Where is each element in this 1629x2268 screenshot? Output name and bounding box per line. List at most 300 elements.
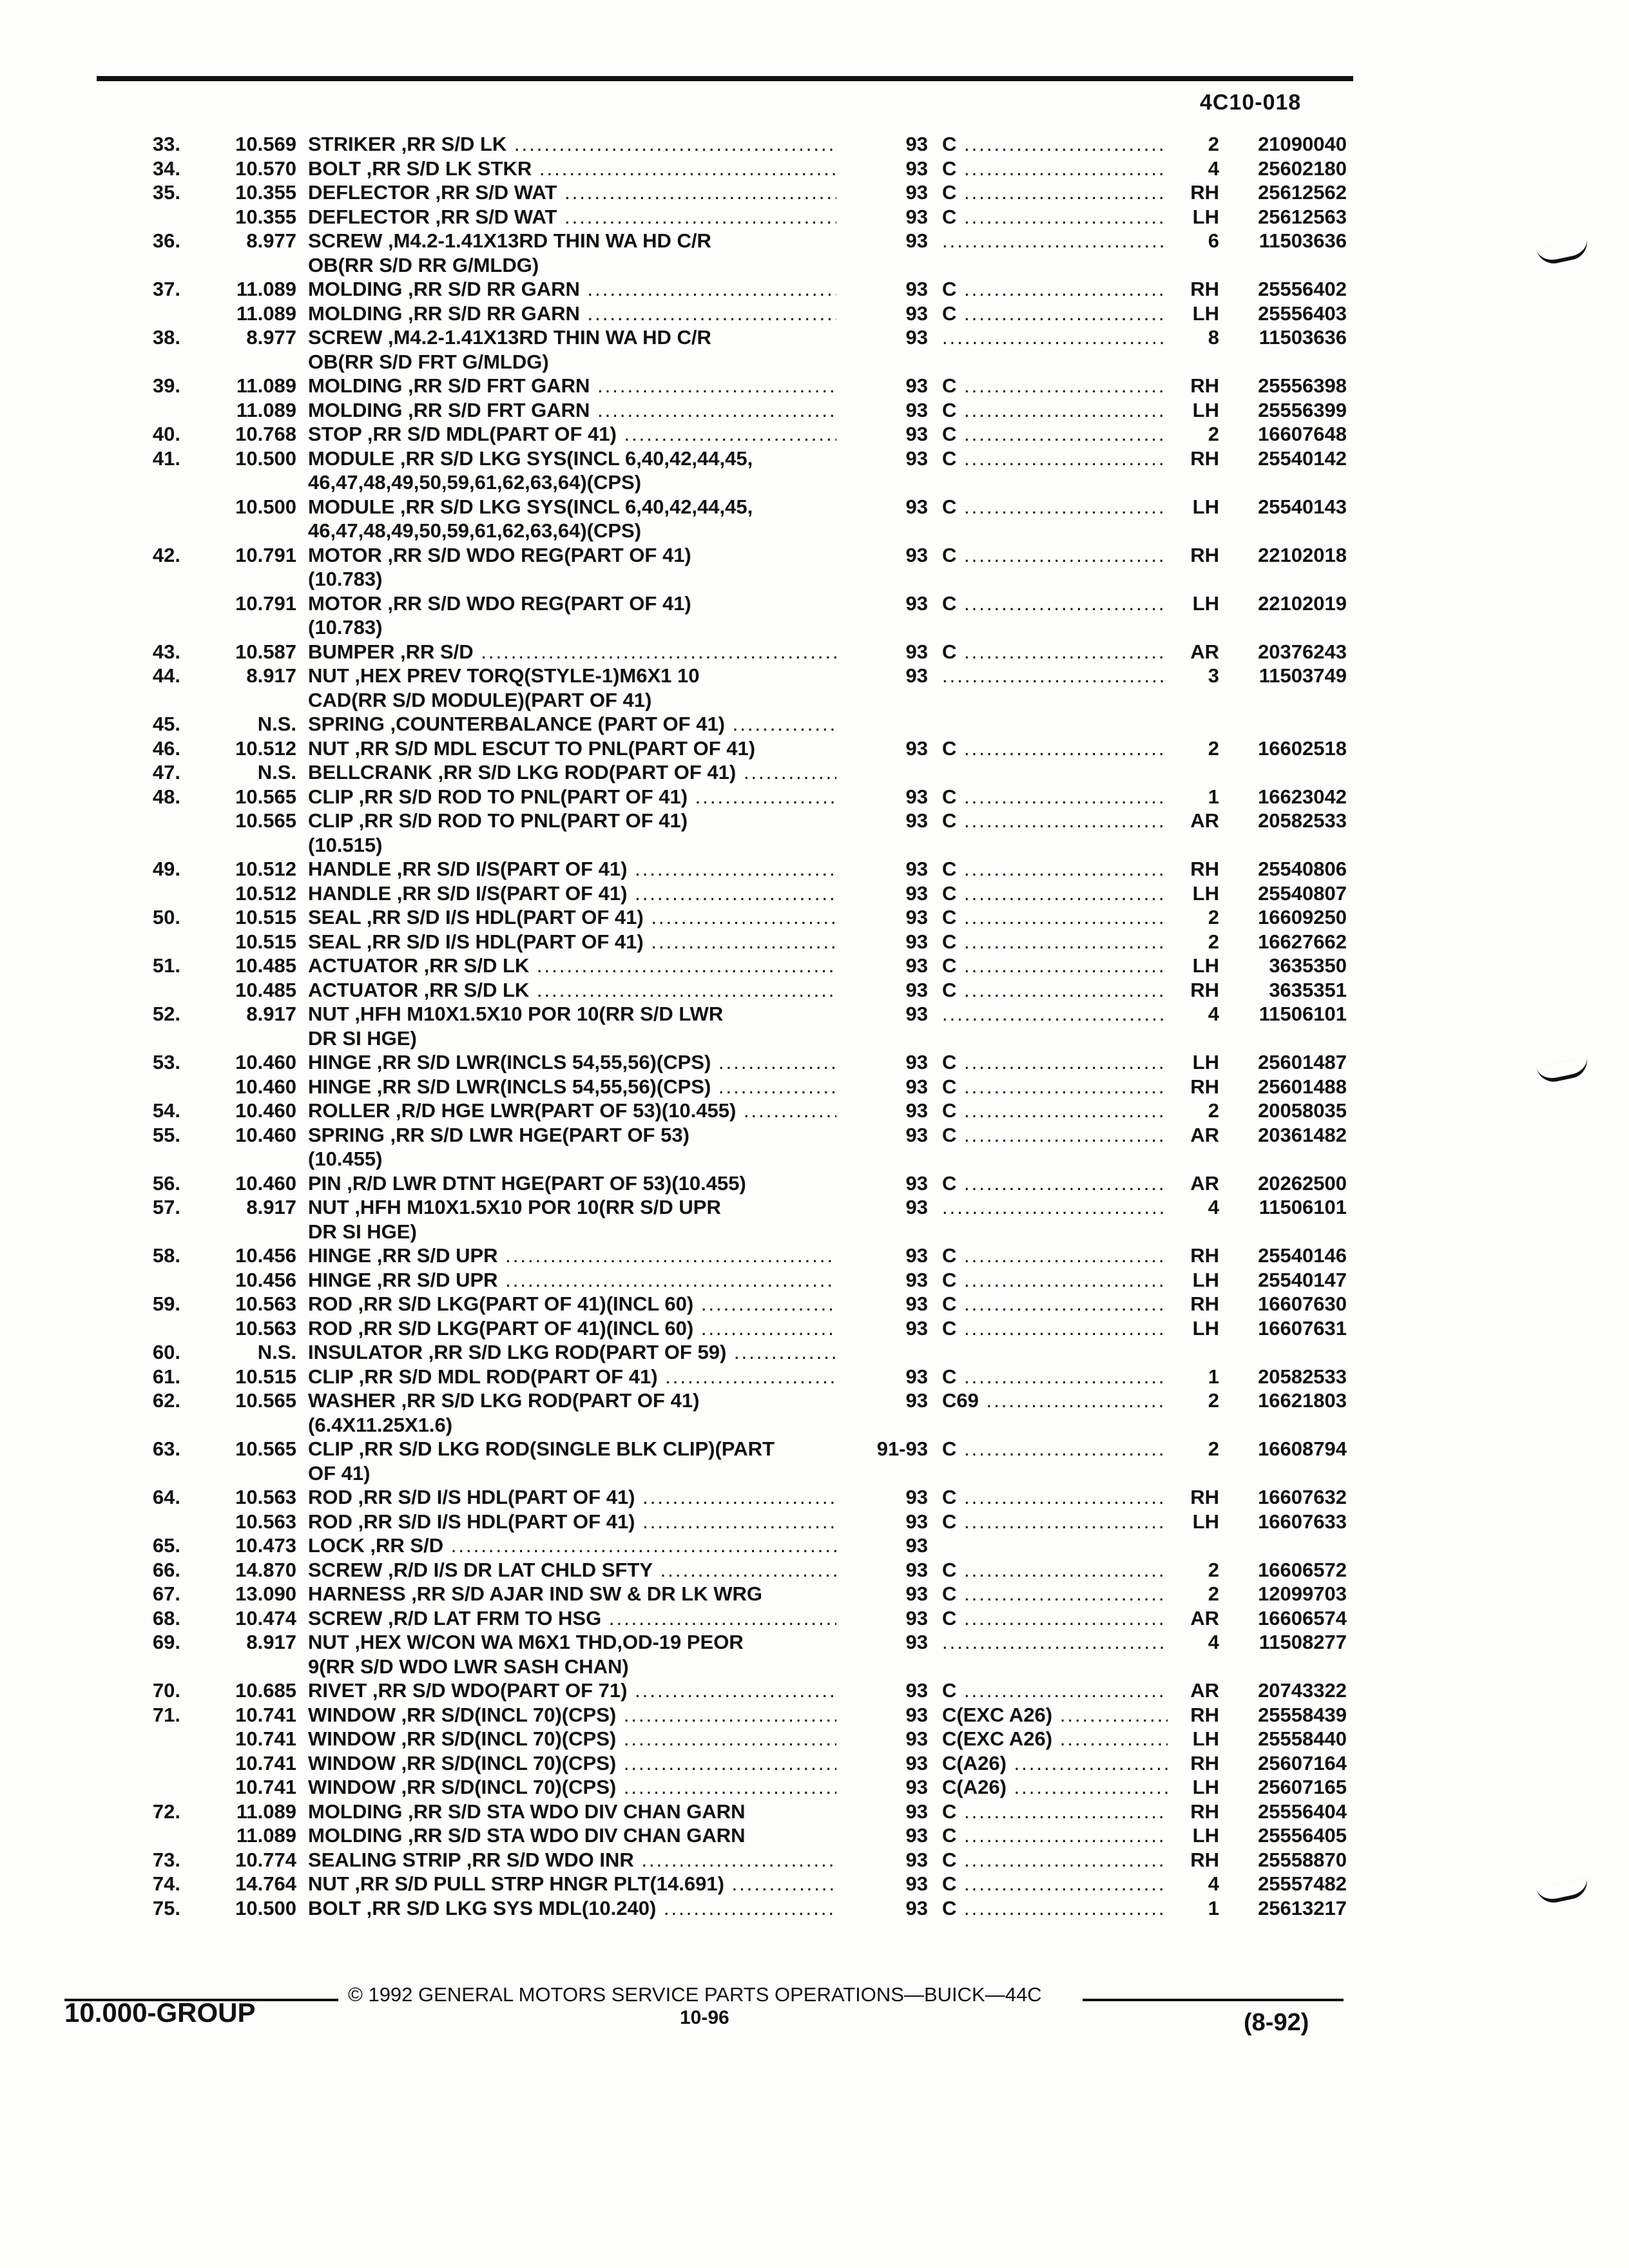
series-code: C ..... [942,1316,1168,1341]
ref-number: 34. [152,157,180,180]
description: SEAL ,RR S/D I/S HDL(PART OF 41) ..... [308,905,836,930]
description: WINDOW ,RR S/D(INCL 70)(CPS) ..... [308,1751,836,1776]
description: MOLDING ,RR S/D FRT GARN ..... [308,398,836,423]
part-number: 12099703 [1258,1582,1347,1605]
group-number: 10.460 [235,1051,296,1073]
table-row [0,253,1629,278]
part-number: 25540807 [1258,881,1347,905]
ref-number: 75. [152,1896,180,1919]
series-code [942,1195,1168,1220]
group-number: 10.565 [235,785,296,808]
group-number: 10.741 [235,1776,296,1798]
description: RIVET ,RR S/D WDO(PART OF 71) ..... [308,1678,836,1703]
table-row [0,1123,1629,1148]
footer-copyright: © 1992 GENERAL MOTORS SERVICE PARTS OPERATIONS—BUICK—44C [348,1983,1042,2006]
quantity: RH [1190,1244,1219,1267]
part-number: 11508277 [1258,1631,1347,1653]
group-number: 10.563 [235,1316,296,1340]
ref-number: 44. [152,664,180,687]
part-number: 11503636 [1258,229,1347,252]
part-number: 25612562 [1258,181,1347,204]
ref-number: 53. [152,1051,180,1073]
model-year: 93 [905,930,928,953]
ref-number: 40. [152,423,180,445]
model-year: 91-93 [876,1437,928,1460]
table-row [0,1606,1629,1631]
quantity: AR [1190,1606,1219,1629]
table-row [0,809,1629,833]
part-number: 25558870 [1258,1848,1347,1871]
part-number: 11506101 [1258,1003,1347,1025]
quantity: RH [1190,1703,1219,1726]
model-year: 93 [905,1244,928,1267]
model-year: 93 [905,785,928,808]
part-number: 16607648 [1258,423,1347,445]
ref-number: 62. [152,1389,180,1412]
series-code: C(EXC A26) ..... [942,1703,1168,1727]
description: BOLT ,RR S/D LK STKR ..... [308,157,836,181]
model-year: 93 [905,906,928,928]
table-row [0,543,1629,568]
quantity: AR [1190,1679,1219,1702]
table-row [0,422,1629,447]
part-number: 25557482 [1258,1872,1347,1895]
quantity: 2 [1208,1099,1219,1122]
series-code: C ..... [942,809,1168,833]
table-row [0,1727,1629,1751]
series-code: C ..... [942,736,1168,761]
quantity: 2 [1208,1582,1219,1605]
description: SCREW ,R/D I/S DR LAT CHLD SFTY ..... [308,1558,836,1582]
series-code: C(EXC A26) ..... [942,1727,1168,1751]
description: STRIKER ,RR S/D LK ..... [308,132,836,157]
model-year: 93 [905,640,928,663]
quantity: RH [1190,1751,1219,1774]
part-number: 11503749 [1258,664,1347,687]
model-year: 93 [905,1099,928,1122]
part-number: 16623042 [1258,785,1347,808]
group-number: 8.917 [246,1196,296,1218]
quantity: AR [1190,1171,1219,1195]
quantity: LH [1192,398,1219,421]
table-row [0,954,1629,978]
model-year: 93 [905,1631,928,1653]
description: BOLT ,RR S/D LKG SYS MDL(10.240) ..... [308,1896,836,1921]
model-year: 93 [905,181,928,204]
group-number: 10.474 [235,1606,296,1629]
model-year: 93 [905,1510,928,1533]
model-year: 93 [905,664,928,687]
table-row [0,180,1629,205]
quantity: 2 [1208,133,1219,155]
ref-number: 54. [152,1099,180,1122]
model-year: 93 [905,495,928,518]
table-row [0,398,1629,423]
series-code: C ..... [942,857,1168,881]
ref-number: 36. [152,229,180,252]
part-number: 20582533 [1258,1365,1347,1388]
model-year: 93 [905,1703,928,1726]
quantity: LH [1192,1051,1219,1073]
part-number: 25540142 [1258,447,1347,470]
quantity: RH [1190,374,1219,397]
part-number: 20058035 [1258,1099,1347,1122]
table-row [0,1823,1629,1848]
quantity: 4 [1208,1196,1219,1218]
ref-number: 59. [152,1293,180,1315]
description: SCREW ,M4.2-1.41X13RD THIN WA HD C/R [308,229,711,252]
description: SPRING ,RR S/D LWR HGE(PART OF 53) [308,1123,689,1146]
series-code: C ..... [942,1292,1168,1316]
description: MOTOR ,RR S/D WDO REG(PART OF 41) [308,591,691,615]
description: MOLDING ,RR S/D RR GARN ..... [308,302,836,326]
quantity: LH [1192,954,1219,977]
ref-number: 50. [152,906,180,928]
table-row [0,325,1629,350]
description: DEFLECTOR ,RR S/D WAT ..... [308,180,836,205]
part-number: 20582533 [1258,809,1347,832]
model-year: 93 [905,374,928,397]
series-code: C ..... [942,180,1168,205]
quantity: RH [1190,1486,1219,1508]
table-row [0,1050,1629,1075]
series-code: C ..... [942,1896,1168,1921]
ref-number: 33. [152,133,180,155]
ref-number: 58. [152,1244,180,1267]
table-row [0,978,1629,1003]
ref-number: 46. [152,736,180,760]
part-number: 25556402 [1258,278,1347,300]
series-code [942,664,1168,688]
table-row [0,1655,1629,1679]
quantity: RH [1190,278,1219,300]
model-year: 93 [905,543,928,566]
description: HINGE ,RR S/D UPR ..... [308,1244,836,1268]
model-year: 93 [905,1800,928,1823]
table-row [0,205,1629,229]
series-code: C ..... [942,1558,1168,1582]
description: BUMPER ,RR S/D ..... [308,640,836,664]
group-number: 10.500 [235,495,296,518]
description: NUT ,RR S/D MDL ESCUT TO PNL(PART OF 41) [308,736,756,760]
ref-number: 37. [152,278,180,300]
table-row [0,760,1629,785]
part-number: 25601488 [1258,1075,1347,1098]
quantity: LH [1192,1316,1219,1340]
part-number: 16627662 [1258,930,1347,953]
ref-number: 38. [152,326,180,349]
description: DR SI HGE) [308,1026,417,1050]
part-number: 3635351 [1269,978,1347,1001]
group-number: 10.485 [235,954,296,977]
description: HINGE ,RR S/D UPR ..... [308,1268,836,1293]
description: (6.4X11.25X1.6) [308,1413,453,1436]
group-number: 10.515 [235,906,296,928]
quantity: 2 [1208,906,1219,928]
model-year: 93 [905,1051,928,1073]
group-number: 10.460 [235,1123,296,1146]
series-code: C ..... [942,447,1168,471]
parts-list [0,132,1629,1920]
description: (10.455) [308,1148,383,1170]
group-number: 11.089 [236,302,296,325]
group-number: 10.355 [235,181,296,204]
group-number: 10.685 [235,1679,296,1702]
quantity: RH [1190,1075,1219,1098]
series-code [942,325,1168,350]
part-number: 16606574 [1258,1606,1347,1629]
model-year: 93 [905,302,928,325]
group-number: 10.473 [235,1534,296,1557]
table-row [0,350,1629,374]
series-code: C ..... [942,954,1168,978]
model-year: 93 [905,881,928,905]
group-number: 10.741 [235,1751,296,1774]
quantity: 3 [1208,664,1219,687]
series-code: C ..... [942,930,1168,954]
quantity: 4 [1208,1003,1219,1025]
description: (10.783) [308,616,383,639]
model-year: 93 [905,326,928,349]
table-row [0,447,1629,471]
table-row [0,1582,1629,1606]
top-rule [97,76,1353,81]
ref-number: 73. [152,1848,180,1871]
quantity: LH [1192,881,1219,905]
ref-number: 61. [152,1365,180,1388]
model-year: 93 [905,1268,928,1291]
table-row [0,1775,1629,1800]
ref-number: 35. [152,181,180,204]
table-row [0,640,1629,664]
group-number: 11.089 [236,1824,296,1847]
group-number: 14.870 [235,1558,296,1581]
footer-group: 10.000-GROUP [64,1997,256,2028]
table-row [0,519,1629,543]
description: CLIP ,RR S/D ROD TO PNL(PART OF 41) [308,809,688,832]
series-code: C ..... [942,1365,1168,1389]
table-row [0,157,1629,181]
part-number: 3635350 [1269,954,1347,977]
part-number: 25540806 [1258,858,1347,880]
group-number: 13.090 [235,1582,296,1605]
series-code: C ..... [942,398,1168,423]
series-code: C ..... [942,1872,1168,1896]
table-row [0,785,1629,809]
quantity: 2 [1208,1437,1219,1460]
table-row [0,1268,1629,1293]
group-number: 10.774 [235,1848,296,1871]
model-year: 93 [905,736,928,760]
model-year: 93 [905,133,928,155]
description: MOLDING ,RR S/D STA WDO DIV CHAN GARN [308,1800,746,1823]
series-code: C(A26) ..... [942,1751,1168,1776]
quantity: RH [1190,1800,1219,1823]
ref-number: 67. [152,1582,180,1605]
ref-number: 69. [152,1631,180,1653]
model-year: 93 [905,1196,928,1218]
group-number: 10.741 [235,1703,296,1726]
group-number: 8.977 [246,326,296,349]
description: 9(RR S/D WDO LWR SASH CHAN) [308,1655,629,1678]
ref-number: 70. [152,1679,180,1702]
table-row [0,930,1629,954]
description: ROD ,RR S/D I/S HDL(PART OF 41) ..... [308,1485,836,1510]
model-year: 93 [905,1486,928,1508]
ref-number: 68. [152,1606,180,1629]
quantity: 8 [1208,326,1219,349]
quantity: LH [1192,1776,1219,1798]
model-year: 93 [905,1606,928,1629]
group-number: 10.587 [235,640,296,663]
quantity: 2 [1208,736,1219,760]
group-number: 11.089 [236,374,296,397]
description: BELLCRANK ,RR S/D LKG ROD(PART OF 41) ..... [308,760,836,785]
group-number: 10.563 [235,1293,296,1315]
table-row [0,688,1629,713]
group-number: N.S. [257,761,296,783]
part-number: 25540143 [1258,495,1347,518]
quantity: LH [1192,1824,1219,1847]
description: WINDOW ,RR S/D(INCL 70)(CPS) ..... [308,1727,836,1751]
table-row [0,881,1629,906]
table-row [0,1678,1629,1703]
series-code: C ..... [942,205,1168,229]
table-row [0,229,1629,253]
description: 46,47,48,49,50,59,61,62,63,64)(CPS) [308,519,642,542]
group-number: 10.512 [235,858,296,880]
group-number: 10.456 [235,1244,296,1267]
ref-number: 41. [152,447,180,470]
group-number: 11.089 [236,1800,296,1823]
group-number: 10.460 [235,1171,296,1195]
table-row [0,495,1629,519]
part-number: 25540146 [1258,1244,1347,1267]
part-number: 25607164 [1258,1751,1347,1774]
quantity: AR [1190,1123,1219,1146]
part-number: 25556398 [1258,374,1347,397]
series-code: C ..... [942,1606,1168,1631]
table-row [0,1630,1629,1655]
group-number: 10.570 [235,157,296,180]
quantity: 1 [1208,785,1219,808]
ref-number: 65. [152,1534,180,1557]
table-row [0,132,1629,157]
table-row [0,1195,1629,1220]
table-row [0,1316,1629,1341]
footer-rule-right [1083,1999,1344,2001]
table-row [0,1437,1629,1461]
model-year: 93 [905,1558,928,1581]
ref-number: 66. [152,1558,180,1581]
part-number: 16607632 [1258,1486,1347,1508]
ref-number: 48. [152,785,180,808]
group-number: 10.355 [235,205,296,228]
model-year: 93 [905,978,928,1001]
quantity: 1 [1208,1896,1219,1919]
group-number: 10.500 [235,1896,296,1919]
quantity: RH [1190,858,1219,880]
table-row [0,567,1629,591]
table-row [0,1075,1629,1099]
ref-number: 47. [152,761,180,783]
quantity: RH [1190,543,1219,566]
model-year: 93 [905,1123,928,1146]
series-code: C ..... [942,1848,1168,1872]
group-number: 11.089 [236,398,296,421]
table-row [0,833,1629,858]
table-row [0,1703,1629,1727]
group-number: 10.485 [235,978,296,1001]
table-row [0,1171,1629,1196]
description: CLIP ,RR S/D ROD TO PNL(PART OF 41) ..... [308,785,836,809]
description: LOCK ,RR S/D ..... [308,1533,836,1558]
group-number: 10.791 [235,591,296,615]
description: ACTUATOR ,RR S/D LK ..... [308,978,836,1003]
group-number: 8.977 [246,229,296,252]
series-code: C ..... [942,1171,1168,1196]
part-number: 25558440 [1258,1727,1347,1750]
model-year: 93 [905,1896,928,1919]
group-number: 10.741 [235,1727,296,1750]
series-code: C ..... [942,1050,1168,1075]
part-number: 11503636 [1258,326,1347,349]
ref-number: 64. [152,1486,180,1508]
quantity: LH [1192,1510,1219,1533]
part-number: 25540147 [1258,1268,1347,1291]
part-number: 25556399 [1258,398,1347,421]
ref-number: 45. [152,713,180,735]
description: MODULE ,RR S/D LKG SYS(INCL 6,40,42,44,45, [308,495,753,518]
group-number: 10.512 [235,736,296,760]
table-row [0,1340,1629,1365]
quantity: LH [1192,1268,1219,1291]
table-row [0,1461,1629,1486]
table-row [0,1413,1629,1437]
series-code: C ..... [942,1075,1168,1099]
quantity: 2 [1208,423,1219,445]
ref-number: 57. [152,1196,180,1218]
part-number: 16607633 [1258,1510,1347,1533]
table-row [0,302,1629,326]
part-number: 11506101 [1258,1196,1347,1218]
table-row [0,1485,1629,1510]
description: ROD ,RR S/D LKG(PART OF 41)(INCL 60) ..... [308,1316,836,1341]
description: NUT ,HEX PREV TORQ(STYLE-1)M6X1 10 [308,664,700,687]
description: WINDOW ,RR S/D(INCL 70)(CPS) ..... [308,1775,836,1800]
quantity: LH [1192,1727,1219,1750]
description: (10.515) [308,833,383,856]
series-code [942,1630,1168,1655]
ref-number: 60. [152,1341,180,1363]
group-number: N.S. [257,713,296,735]
group-number: 10.565 [235,809,296,832]
part-number: 20376243 [1258,640,1347,663]
model-year: 93 [905,1389,928,1412]
footer-page-number: 10-96 [680,2007,729,2028]
ref-number: 51. [152,954,180,977]
description: MOLDING ,RR S/D FRT GARN ..... [308,374,836,398]
table-row [0,1002,1629,1026]
quantity: 4 [1208,1872,1219,1895]
series-code: C ..... [942,1800,1168,1824]
quantity: RH [1190,1293,1219,1315]
description: INSULATOR ,RR S/D LKG ROD(PART OF 59) ..... [308,1340,836,1365]
series-code: C ..... [942,1123,1168,1148]
description: CLIP ,RR S/D LKG ROD(SINGLE BLK CLIP)(PART [308,1437,775,1460]
table-row [0,1099,1629,1123]
table-row [0,277,1629,302]
